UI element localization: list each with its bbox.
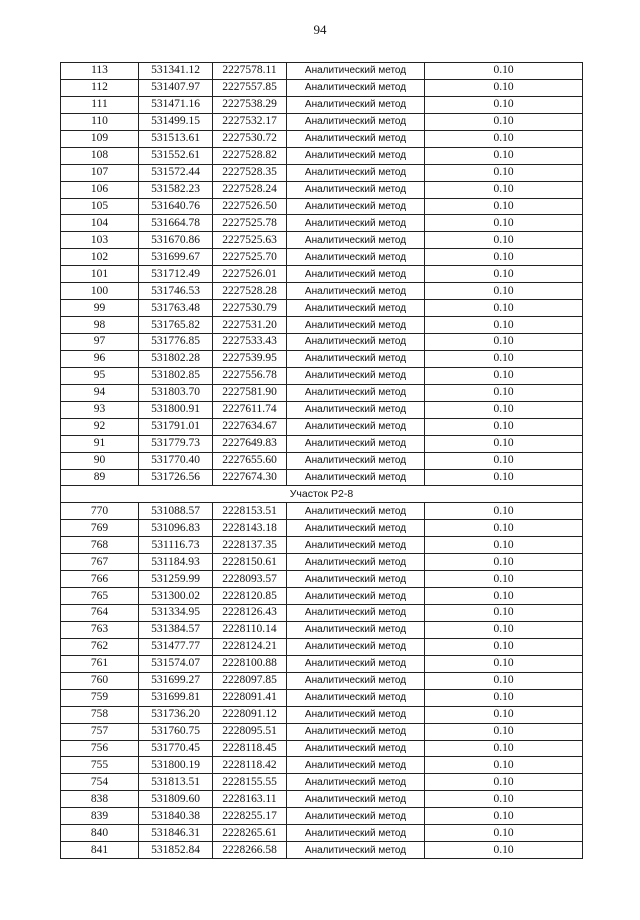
x-coordinate-cell: 531259.99: [139, 571, 213, 588]
point-number-cell: 98: [61, 317, 139, 334]
accuracy-cell: 0.10: [425, 249, 583, 266]
x-coordinate-cell: 531471.16: [139, 96, 213, 113]
point-number-cell: 765: [61, 588, 139, 605]
y-coordinate-cell: 2227649.83: [213, 435, 287, 452]
point-number-cell: 839: [61, 808, 139, 825]
y-coordinate-cell: 2227528.24: [213, 181, 287, 198]
method-cell: Аналитический метод: [287, 469, 425, 486]
y-coordinate-cell: 2227557.85: [213, 79, 287, 96]
accuracy-cell: 0.10: [425, 791, 583, 808]
x-coordinate-cell: 531116.73: [139, 537, 213, 554]
point-number-cell: 90: [61, 452, 139, 469]
y-coordinate-cell: 2227528.82: [213, 147, 287, 164]
y-coordinate-cell: 2228124.21: [213, 638, 287, 655]
x-coordinate-cell: 531384.57: [139, 621, 213, 638]
method-cell: Аналитический метод: [287, 350, 425, 367]
coordinates-table-body: [61, 63, 583, 859]
x-coordinate-cell: 531300.02: [139, 588, 213, 605]
point-number-cell: 762: [61, 638, 139, 655]
method-cell: Аналитический метод: [287, 266, 425, 283]
point-number-cell: 838: [61, 791, 139, 808]
x-coordinate-cell: 531802.28: [139, 350, 213, 367]
y-coordinate-cell: 2227525.70: [213, 249, 287, 266]
x-coordinate-cell: 531096.83: [139, 520, 213, 537]
accuracy-cell: 0.10: [425, 723, 583, 740]
method-cell: Аналитический метод: [287, 537, 425, 554]
method-cell: Аналитический метод: [287, 571, 425, 588]
accuracy-cell: 0.10: [425, 198, 583, 215]
table-row: [61, 334, 583, 351]
y-coordinate-cell: 2227526.50: [213, 198, 287, 215]
y-coordinate-cell: 2228150.61: [213, 554, 287, 571]
accuracy-cell: 0.10: [425, 96, 583, 113]
point-number-cell: 109: [61, 130, 139, 147]
accuracy-cell: 0.10: [425, 283, 583, 300]
table-row: [61, 689, 583, 706]
x-coordinate-cell: 531513.61: [139, 130, 213, 147]
method-cell: Аналитический метод: [287, 605, 425, 622]
method-cell: Аналитический метод: [287, 655, 425, 672]
method-cell: Аналитический метод: [287, 503, 425, 520]
point-number-cell: 760: [61, 672, 139, 689]
y-coordinate-cell: 2228097.85: [213, 672, 287, 689]
x-coordinate-cell: 531699.67: [139, 249, 213, 266]
table-row: [61, 367, 583, 384]
method-cell: Аналитический метод: [287, 317, 425, 334]
accuracy-cell: 0.10: [425, 181, 583, 198]
table-row: [61, 418, 583, 435]
x-coordinate-cell: 531852.84: [139, 842, 213, 859]
table-row: [61, 147, 583, 164]
point-number-cell: 770: [61, 503, 139, 520]
table-row: [61, 452, 583, 469]
point-number-cell: 106: [61, 181, 139, 198]
table-row: [61, 181, 583, 198]
method-cell: Аналитический метод: [287, 520, 425, 537]
table-row: [61, 638, 583, 655]
accuracy-cell: 0.10: [425, 842, 583, 859]
table-row: [61, 706, 583, 723]
accuracy-cell: 0.10: [425, 232, 583, 249]
table-row: [61, 774, 583, 791]
accuracy-cell: 0.10: [425, 215, 583, 232]
y-coordinate-cell: 2228093.57: [213, 571, 287, 588]
accuracy-cell: 0.10: [425, 266, 583, 283]
point-number-cell: 840: [61, 825, 139, 842]
accuracy-cell: 0.10: [425, 300, 583, 317]
accuracy-cell: 0.10: [425, 571, 583, 588]
method-cell: Аналитический метод: [287, 791, 425, 808]
point-number-cell: 108: [61, 147, 139, 164]
table-row: [61, 520, 583, 537]
x-coordinate-cell: 531088.57: [139, 503, 213, 520]
point-number-cell: 99: [61, 300, 139, 317]
y-coordinate-cell: 2227530.79: [213, 300, 287, 317]
table-row: [61, 198, 583, 215]
table-row: [61, 757, 583, 774]
accuracy-cell: 0.10: [425, 350, 583, 367]
accuracy-cell: 0.10: [425, 706, 583, 723]
method-cell: Аналитический метод: [287, 96, 425, 113]
accuracy-cell: 0.10: [425, 757, 583, 774]
table-row: [61, 317, 583, 334]
method-cell: Аналитический метод: [287, 723, 425, 740]
point-number-cell: 761: [61, 655, 139, 672]
accuracy-cell: 0.10: [425, 503, 583, 520]
table-row: [61, 621, 583, 638]
table-row: [61, 130, 583, 147]
point-number-cell: 754: [61, 774, 139, 791]
table-row: [61, 164, 583, 181]
x-coordinate-cell: 531736.20: [139, 706, 213, 723]
point-number-cell: 111: [61, 96, 139, 113]
point-number-cell: 766: [61, 571, 139, 588]
point-number-cell: 94: [61, 384, 139, 401]
method-cell: Аналитический метод: [287, 283, 425, 300]
section-label: Участок Р2-8: [61, 486, 583, 503]
accuracy-cell: 0.10: [425, 638, 583, 655]
accuracy-cell: 0.10: [425, 63, 583, 80]
y-coordinate-cell: 2228126.43: [213, 605, 287, 622]
table-row: [61, 384, 583, 401]
accuracy-cell: 0.10: [425, 130, 583, 147]
x-coordinate-cell: 531712.49: [139, 266, 213, 283]
accuracy-cell: 0.10: [425, 774, 583, 791]
point-number-cell: 92: [61, 418, 139, 435]
x-coordinate-cell: 531699.27: [139, 672, 213, 689]
point-number-cell: 112: [61, 79, 139, 96]
accuracy-cell: 0.10: [425, 672, 583, 689]
accuracy-cell: 0.10: [425, 689, 583, 706]
method-cell: Аналитический метод: [287, 689, 425, 706]
accuracy-cell: 0.10: [425, 147, 583, 164]
table-row: [61, 215, 583, 232]
method-cell: Аналитический метод: [287, 418, 425, 435]
y-coordinate-cell: 2228118.42: [213, 757, 287, 774]
accuracy-cell: 0.10: [425, 621, 583, 638]
y-coordinate-cell: 2228118.45: [213, 740, 287, 757]
point-number-cell: 841: [61, 842, 139, 859]
y-coordinate-cell: 2227674.30: [213, 469, 287, 486]
y-coordinate-cell: 2228091.12: [213, 706, 287, 723]
point-number-cell: 103: [61, 232, 139, 249]
method-cell: Аналитический метод: [287, 672, 425, 689]
method-cell: Аналитический метод: [287, 198, 425, 215]
table-row: [61, 249, 583, 266]
method-cell: Аналитический метод: [287, 367, 425, 384]
y-coordinate-cell: 2228153.51: [213, 503, 287, 520]
point-number-cell: 102: [61, 249, 139, 266]
method-cell: Аналитический метод: [287, 621, 425, 638]
x-coordinate-cell: 531800.19: [139, 757, 213, 774]
accuracy-cell: 0.10: [425, 588, 583, 605]
y-coordinate-cell: 2227539.95: [213, 350, 287, 367]
table-row: [61, 740, 583, 757]
method-cell: Аналитический метод: [287, 130, 425, 147]
method-cell: Аналитический метод: [287, 164, 425, 181]
x-coordinate-cell: 531746.53: [139, 283, 213, 300]
method-cell: Аналитический метод: [287, 384, 425, 401]
x-coordinate-cell: 531791.01: [139, 418, 213, 435]
table-row: [61, 655, 583, 672]
method-cell: Аналитический метод: [287, 638, 425, 655]
x-coordinate-cell: 531184.93: [139, 554, 213, 571]
method-cell: Аналитический метод: [287, 740, 425, 757]
y-coordinate-cell: 2227581.90: [213, 384, 287, 401]
x-coordinate-cell: 531664.78: [139, 215, 213, 232]
accuracy-cell: 0.10: [425, 808, 583, 825]
table-row: [61, 435, 583, 452]
point-number-cell: 97: [61, 334, 139, 351]
x-coordinate-cell: 531699.81: [139, 689, 213, 706]
table-row: [61, 232, 583, 249]
x-coordinate-cell: 531840.38: [139, 808, 213, 825]
x-coordinate-cell: 531499.15: [139, 113, 213, 130]
accuracy-cell: 0.10: [425, 384, 583, 401]
table-row: [61, 96, 583, 113]
y-coordinate-cell: 2228255.17: [213, 808, 287, 825]
point-number-cell: 764: [61, 605, 139, 622]
accuracy-cell: 0.10: [425, 79, 583, 96]
y-coordinate-cell: 2227528.28: [213, 283, 287, 300]
y-coordinate-cell: 2227611.74: [213, 401, 287, 418]
table-row: [61, 825, 583, 842]
method-cell: Аналитический метод: [287, 554, 425, 571]
x-coordinate-cell: 531477.77: [139, 638, 213, 655]
method-cell: Аналитический метод: [287, 706, 425, 723]
table-row: [61, 842, 583, 859]
y-coordinate-cell: 2228266.58: [213, 842, 287, 859]
method-cell: Аналитический метод: [287, 757, 425, 774]
accuracy-cell: 0.10: [425, 537, 583, 554]
point-number-cell: 96: [61, 350, 139, 367]
table-row: [61, 588, 583, 605]
table-row: [61, 723, 583, 740]
y-coordinate-cell: 2228095.51: [213, 723, 287, 740]
x-coordinate-cell: 531574.07: [139, 655, 213, 672]
point-number-cell: 107: [61, 164, 139, 181]
point-number-cell: 763: [61, 621, 139, 638]
accuracy-cell: 0.10: [425, 418, 583, 435]
accuracy-cell: 0.10: [425, 367, 583, 384]
table-row: [61, 537, 583, 554]
point-number-cell: 113: [61, 63, 139, 80]
method-cell: Аналитический метод: [287, 79, 425, 96]
accuracy-cell: 0.10: [425, 334, 583, 351]
y-coordinate-cell: 2227525.78: [213, 215, 287, 232]
point-number-cell: 93: [61, 401, 139, 418]
x-coordinate-cell: 531726.56: [139, 469, 213, 486]
y-coordinate-cell: 2227634.67: [213, 418, 287, 435]
y-coordinate-cell: 2228155.55: [213, 774, 287, 791]
y-coordinate-cell: 2227525.63: [213, 232, 287, 249]
accuracy-cell: 0.10: [425, 435, 583, 452]
accuracy-cell: 0.10: [425, 469, 583, 486]
y-coordinate-cell: 2227531.20: [213, 317, 287, 334]
x-coordinate-cell: 531582.23: [139, 181, 213, 198]
table-row: [61, 401, 583, 418]
point-number-cell: 757: [61, 723, 139, 740]
y-coordinate-cell: 2227578.11: [213, 63, 287, 80]
method-cell: Аналитический метод: [287, 452, 425, 469]
x-coordinate-cell: 531572.44: [139, 164, 213, 181]
point-number-cell: 110: [61, 113, 139, 130]
y-coordinate-cell: 2228143.18: [213, 520, 287, 537]
x-coordinate-cell: 531770.40: [139, 452, 213, 469]
accuracy-cell: 0.10: [425, 401, 583, 418]
accuracy-cell: 0.10: [425, 452, 583, 469]
point-number-cell: 768: [61, 537, 139, 554]
y-coordinate-cell: 2227526.01: [213, 266, 287, 283]
accuracy-cell: 0.10: [425, 825, 583, 842]
table-row: [61, 63, 583, 80]
point-number-cell: 100: [61, 283, 139, 300]
x-coordinate-cell: 531763.48: [139, 300, 213, 317]
table-row: [61, 113, 583, 130]
method-cell: Аналитический метод: [287, 808, 425, 825]
y-coordinate-cell: 2227532.17: [213, 113, 287, 130]
method-cell: Аналитический метод: [287, 113, 425, 130]
table-row: [61, 350, 583, 367]
method-cell: Аналитический метод: [287, 774, 425, 791]
x-coordinate-cell: 531640.76: [139, 198, 213, 215]
x-coordinate-cell: 531813.51: [139, 774, 213, 791]
x-coordinate-cell: 531800.91: [139, 401, 213, 418]
x-coordinate-cell: 531552.61: [139, 147, 213, 164]
method-cell: Аналитический метод: [287, 232, 425, 249]
method-cell: Аналитический метод: [287, 147, 425, 164]
x-coordinate-cell: 531670.86: [139, 232, 213, 249]
accuracy-cell: 0.10: [425, 554, 583, 571]
accuracy-cell: 0.10: [425, 520, 583, 537]
section-header-row: [61, 486, 583, 503]
y-coordinate-cell: 2227556.78: [213, 367, 287, 384]
x-coordinate-cell: 531776.85: [139, 334, 213, 351]
method-cell: Аналитический метод: [287, 181, 425, 198]
x-coordinate-cell: 531846.31: [139, 825, 213, 842]
method-cell: Аналитический метод: [287, 842, 425, 859]
table-row: [61, 605, 583, 622]
point-number-cell: 756: [61, 740, 139, 757]
x-coordinate-cell: 531334.95: [139, 605, 213, 622]
table-row: [61, 554, 583, 571]
x-coordinate-cell: 531760.75: [139, 723, 213, 740]
x-coordinate-cell: 531803.70: [139, 384, 213, 401]
x-coordinate-cell: 531779.73: [139, 435, 213, 452]
y-coordinate-cell: 2227655.60: [213, 452, 287, 469]
accuracy-cell: 0.10: [425, 655, 583, 672]
y-coordinate-cell: 2227530.72: [213, 130, 287, 147]
method-cell: Аналитический метод: [287, 334, 425, 351]
y-coordinate-cell: 2228091.41: [213, 689, 287, 706]
y-coordinate-cell: 2227528.35: [213, 164, 287, 181]
table-row: [61, 791, 583, 808]
x-coordinate-cell: 531802.85: [139, 367, 213, 384]
point-number-cell: 105: [61, 198, 139, 215]
point-number-cell: 769: [61, 520, 139, 537]
y-coordinate-cell: 2227533.43: [213, 334, 287, 351]
x-coordinate-cell: 531809.60: [139, 791, 213, 808]
point-number-cell: 91: [61, 435, 139, 452]
x-coordinate-cell: 531341.12: [139, 63, 213, 80]
y-coordinate-cell: 2228100.88: [213, 655, 287, 672]
method-cell: Аналитический метод: [287, 249, 425, 266]
point-number-cell: 767: [61, 554, 139, 571]
x-coordinate-cell: 531407.97: [139, 79, 213, 96]
table-row: [61, 469, 583, 486]
page-number: 94: [313, 22, 327, 37]
method-cell: Аналитический метод: [287, 435, 425, 452]
method-cell: Аналитический метод: [287, 300, 425, 317]
y-coordinate-cell: 2228163.11: [213, 791, 287, 808]
point-number-cell: 95: [61, 367, 139, 384]
accuracy-cell: 0.10: [425, 605, 583, 622]
table-row: [61, 283, 583, 300]
accuracy-cell: 0.10: [425, 164, 583, 181]
method-cell: Аналитический метод: [287, 588, 425, 605]
table-row: [61, 79, 583, 96]
y-coordinate-cell: 2228265.61: [213, 825, 287, 842]
method-cell: Аналитический метод: [287, 63, 425, 80]
method-cell: Аналитический метод: [287, 215, 425, 232]
table-row: [61, 672, 583, 689]
x-coordinate-cell: 531765.82: [139, 317, 213, 334]
table-row: [61, 266, 583, 283]
point-number-cell: 758: [61, 706, 139, 723]
accuracy-cell: 0.10: [425, 113, 583, 130]
point-number-cell: 101: [61, 266, 139, 283]
y-coordinate-cell: 2228137.35: [213, 537, 287, 554]
point-number-cell: 759: [61, 689, 139, 706]
accuracy-cell: 0.10: [425, 317, 583, 334]
y-coordinate-cell: 2228120.85: [213, 588, 287, 605]
y-coordinate-cell: 2228110.14: [213, 621, 287, 638]
method-cell: Аналитический метод: [287, 825, 425, 842]
y-coordinate-cell: 2227538.29: [213, 96, 287, 113]
point-number-cell: 89: [61, 469, 139, 486]
method-cell: Аналитический метод: [287, 401, 425, 418]
point-number-cell: 755: [61, 757, 139, 774]
point-number-cell: 104: [61, 215, 139, 232]
accuracy-cell: 0.10: [425, 740, 583, 757]
table-row: [61, 300, 583, 317]
table-row: [61, 503, 583, 520]
table-row: [61, 808, 583, 825]
x-coordinate-cell: 531770.45: [139, 740, 213, 757]
table-row: [61, 571, 583, 588]
coordinates-table: [60, 62, 583, 859]
